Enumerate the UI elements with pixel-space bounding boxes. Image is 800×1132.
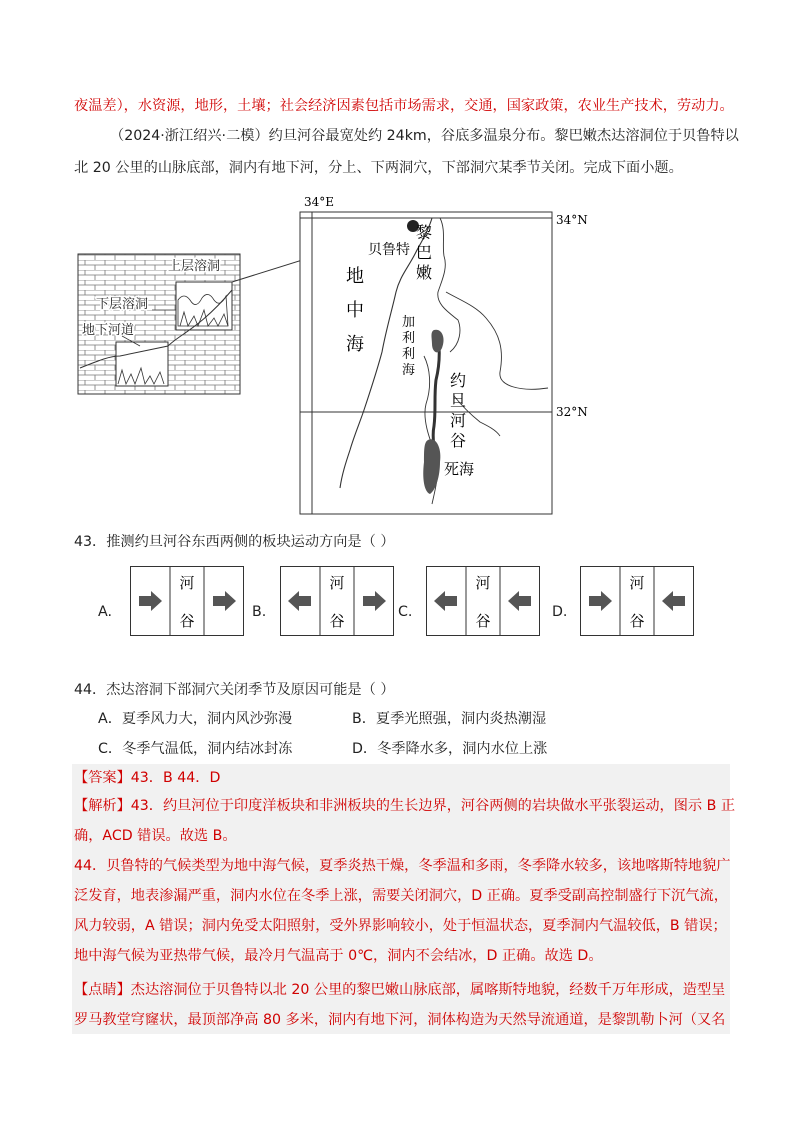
valley-char-2: 旦: [450, 391, 467, 410]
galilee-char-4: 海: [402, 363, 416, 378]
stem-line-2: 北 20 公里的山脉底部，洞内有地下河，分上、下两洞穴，下部洞穴某季节关闭。完成下面小题。: [74, 160, 683, 176]
lebanon-char-2: 巴: [416, 243, 433, 262]
inset-upper-label: 上层溶洞: [168, 259, 221, 274]
valley-bottom-char: 谷: [179, 612, 195, 630]
sea-char-1: 地: [346, 266, 364, 287]
sea-char-2: 中: [346, 300, 364, 321]
analysis-line-4: 泛发育，地表渗漏严重，洞内水位在冬季上涨，需要关闭洞穴，D 正确。夏季受副高控制盛行下沉气流，: [74, 888, 728, 904]
lat-mid-label: 32°N: [556, 405, 588, 419]
analysis-line-6: 地中海气候为亚热带气候，最冷月气温高于 0℃，洞内不会结冰，D 正确。故选 D。: [74, 948, 603, 964]
lat-top-label: 34°N: [556, 213, 588, 227]
valley-char-4: 谷: [450, 431, 467, 450]
q43-option-diagram: [426, 566, 540, 636]
q44-option-d: D．冬季降水多，洞内水位上涨: [352, 741, 548, 757]
analysis-line-2: 确，ACD 错误。故选 B。: [74, 828, 237, 844]
q43-text: 43．推测约旦河谷东西两侧的板块运动方向是（ ）: [74, 534, 395, 550]
q43-option-letter: D.: [552, 604, 568, 620]
map-figure: [0, 0, 800, 520]
valley-bottom-char: 谷: [329, 612, 345, 630]
cave-inset: [78, 254, 240, 394]
analysis-line-8: 罗马教堂穹窿状，最顶部净高 80 多米，洞内有地下河，洞体构造为天然导流通道，是黎凯勒卜河（又名: [74, 1012, 726, 1028]
galilee-char-3: 利: [402, 347, 416, 362]
valley-bottom-char: 谷: [629, 612, 645, 630]
lebanon-char-1: 黎: [416, 223, 433, 242]
valley-top-char: 河: [329, 574, 345, 592]
analysis-line-3: 44．贝鲁特的气候类型为地中海气候，夏季炎热干燥，冬季温和多雨，冬季降水较多，该地喀斯特地貌广: [74, 858, 731, 874]
lon-label: 34°E: [304, 195, 335, 209]
lebanon-char-3: 嫩: [416, 263, 433, 282]
inset-river-label: 地下河道: [82, 323, 135, 338]
q43-option-letter: C.: [398, 604, 413, 620]
analysis-line-7: 【点睛】杰达溶洞位于贝鲁特以北 20 公里的黎巴嫩山脉底部，属喀斯特地貌，经数千万年形成，造型呈: [74, 982, 726, 998]
q43-option-diagram: [580, 566, 694, 636]
inset-lower-label: 下层溶洞: [96, 297, 149, 312]
valley-top-char: 河: [629, 574, 645, 592]
q44-option-b: B．夏季光照强，洞内炎热潮湿: [352, 711, 547, 727]
q43-option-diagram: [130, 566, 244, 636]
q44-option-a: A．夏季风力大，洞内风沙弥漫: [98, 711, 293, 727]
q43-option-letter: A.: [98, 604, 112, 620]
q44-text: 44．杰达溶洞下部洞穴关闭季节及原因可能是（ ）: [74, 682, 395, 698]
stem-line-1: （2024·浙江绍兴·二模）约旦河谷最宽处约 24km，谷底多温泉分布。黎巴嫩杰达溶洞位于贝鲁特以: [110, 128, 739, 144]
galilee-char-1: 加: [402, 315, 416, 330]
dead-sea-label: 死海: [444, 460, 475, 478]
beirut-label: 贝鲁特: [368, 242, 410, 258]
valley-bottom-char: 谷: [475, 612, 491, 630]
valley-char-3: 河: [450, 411, 467, 430]
valley-top-char: 河: [179, 574, 195, 592]
intro-line: 夜温差），水资源，地形，土壤；社会经济因素包括市场需求，交通，国家政策，农业生产技术，劳动力。: [74, 98, 734, 114]
analysis-line-1: 【解析】43．约旦河位于印度洋板块和非洲板块的生长边界，河谷两侧的岩块做水平张裂运动，图示 B 正: [74, 798, 736, 814]
q44-option-c: C．冬季气温低，洞内结冰封冻: [98, 741, 293, 757]
answer-line: 【答案】43．B 44．D: [74, 770, 221, 786]
q43-option-diagram: [280, 566, 394, 636]
analysis-line-5: 风力较弱，A 错误；洞内免受太阳照射，受外界影响较小，处于恒温状态，夏季洞内气温较低，B 错误；: [74, 918, 727, 934]
galilee-char-2: 利: [402, 331, 416, 346]
valley-char-1: 约: [450, 371, 467, 390]
valley-top-char: 河: [475, 574, 491, 592]
sea-char-3: 海: [346, 334, 364, 355]
q43-option-letter: B.: [252, 604, 267, 620]
